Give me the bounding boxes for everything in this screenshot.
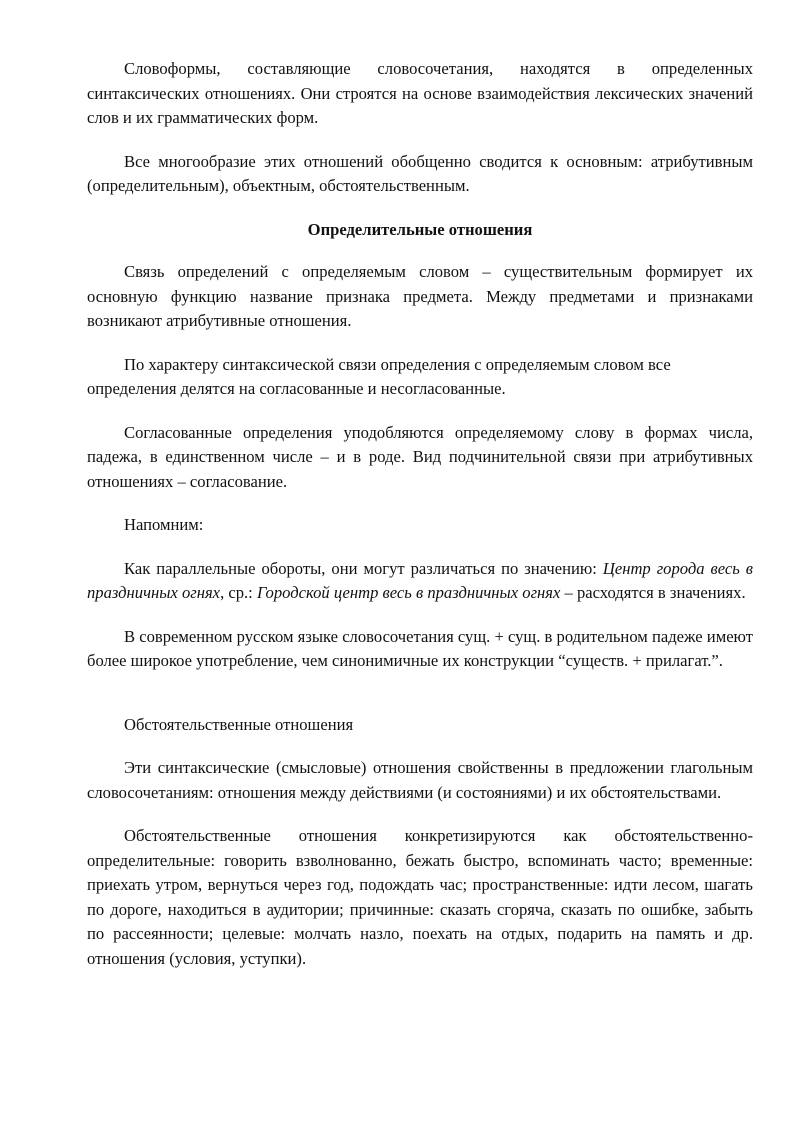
paragraph-agreed-attributes: Согласованные определения уподобляются определяемому слову в формах числа, падежа, в единственном числе – и в роде. Вид подчинительной связи при атрибутивных отношениях – согласование. (87, 422, 753, 491)
paragraph-circumstantial-definition: Эти синтаксические (смысловые) отношения свойственны в предложении глагольным словосочетаниям: отношения между действиями (и состояниями) и их обстоятельствами. (87, 758, 753, 802)
parallel-text-3: – расходятся в значениях. (560, 583, 746, 602)
document-page (87, 57, 753, 990)
heading-circumstantial-relations: Обстоятельственные отношения (124, 714, 354, 734)
parallel-text-2: , ср.: (220, 583, 257, 602)
paragraph-relations-types: Все многообразие этих отношений обобщенно сводится к основным: атрибутивным (определительным), объектным, обстоятельственным. (87, 151, 753, 195)
paragraph-parallel-constructions (87, 557, 753, 606)
heading-attributive-relations: Определительные отношения (307, 219, 533, 239)
parallel-text-1: Как параллельные обороты, они могут различаться по значению: (124, 558, 603, 578)
example-urban-center: Городской центр весь в праздничных огнях (256, 583, 561, 602)
paragraph-circumstantial-types: Обстоятельственные отношения конкретизируются как обстоятельственно-определительные: говорить взволнованно, бежать быстро, вспоминать часто; временные: приехать утром, вернуться через год, подождать час; пространственные: идти лесом, шагать по дороге, находиться в аудитории; причинные: сказать сгоряча, сказать по ошибке, забыть по рассеянности; целевые: молчать назло, поехать на отдых, подарить на память и др. отношения (условия, уступки). (87, 826, 753, 968)
example-city-center: Центр города весь в праздничных огнях (87, 558, 753, 602)
paragraph-noun-noun: В современном русском языке словосочетания сущ. + сущ. в родительном падеже имеют более широкое употребление, чем синонимичные их конструкции “существ. + прилагат.”. (87, 626, 753, 670)
paragraph-attributive-function: Связь определений с определяемым словом – существительным формирует их основную функцию название признака предмета. Между предметами и признаками возникают атрибутивные отношения. (87, 262, 753, 330)
paragraph-wordforms: Словоформы, составляющие словосочетания, находятся в определенных синтаксических отношениях. Они строятся на основе взаимодействия лексических значений слов и их грамматических форм. (87, 59, 753, 127)
paragraph-syntactic-link: По характеру синтаксической связи определения с определяемым словом все определения делятся на согласованные и несогласованные. (87, 354, 671, 398)
paragraph-reminder: Напомним: (124, 515, 204, 534)
